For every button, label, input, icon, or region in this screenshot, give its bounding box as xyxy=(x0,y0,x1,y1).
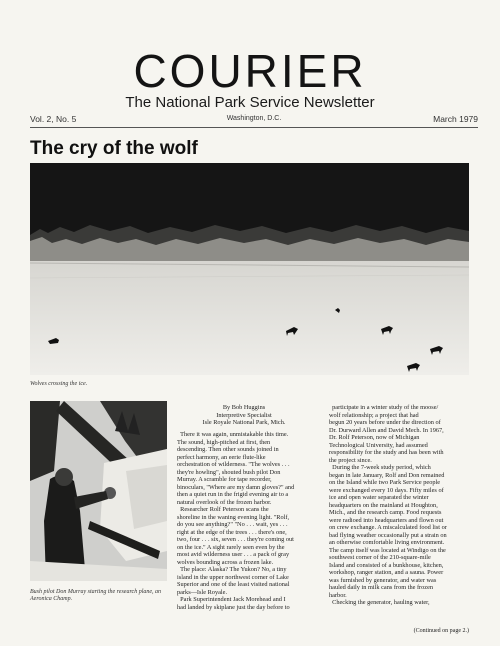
text-line: parks—Isle Royale. xyxy=(177,588,228,596)
text-line: The place: Alaska? The Yukon? No, a tiny xyxy=(177,566,287,573)
text-line: workshop, ranger station, and a sauna. Power xyxy=(329,569,444,576)
text-line: perfect harmony, an eerie flute-like xyxy=(177,453,266,461)
text-line: were exchanged every 10 days. Fifty miles of xyxy=(329,486,444,494)
byline xyxy=(175,404,313,427)
text-line: had landed by skiplane just the day before to xyxy=(177,603,290,611)
text-line: Technological University, had assumed xyxy=(329,441,428,449)
article-column-middle xyxy=(177,431,313,611)
article-paragraph xyxy=(177,566,313,596)
text-line: ice and open water separated the winter xyxy=(329,494,429,501)
text-line: The camp itself was located at Windigo on the xyxy=(329,546,446,554)
text-line: Murray. A scramble for tape recorder, xyxy=(177,476,272,483)
text-line: orchestration of wilderness. "The wolves . . . xyxy=(177,461,290,468)
text-line: Dr. Durward Allen and David Mech. In 1967, xyxy=(329,426,444,434)
issue-date: March 1979 xyxy=(433,114,478,124)
text-line: do you see anything?" "No . . . wait, yes . . . xyxy=(177,521,288,528)
issue-place: Washington, D.C. xyxy=(226,115,282,122)
text-line: There it was again, unmistakable this time. xyxy=(177,431,289,438)
text-line: Dr. Rolf Peterson, now of Michigan xyxy=(329,434,420,441)
text-line: then a quiet run in the frigid evening air to a xyxy=(177,491,289,498)
article-paragraph xyxy=(177,431,313,506)
text-line: bad flying weather occasionally put a strain on xyxy=(329,531,447,539)
byline-park: Isle Royale National Park, Mich. xyxy=(202,419,286,426)
wolves-photo xyxy=(30,163,469,375)
article-paragraph xyxy=(177,506,313,566)
text-line: natural overlook of the frozen harbor. xyxy=(177,498,272,506)
text-line: wolves bounding across a frozen lake. xyxy=(177,558,274,566)
text-line: Park Superintendent Jack Morehead and I xyxy=(177,596,286,603)
continued-note: (Continued on page 2.) xyxy=(413,628,469,634)
text-line: two, four . . . six, seven . . . they're coming out xyxy=(177,536,294,543)
text-line: most avid wilderness user . . . a pack of gray xyxy=(177,551,290,558)
text-line: Checking the generator, hauling water, xyxy=(329,599,430,606)
issue-volume: Vol. 2, No. 5 xyxy=(30,114,77,124)
text-line: began in late January, Rolf and Don remained xyxy=(329,471,445,479)
text-line: descending. Then other sounds joined in xyxy=(177,446,279,453)
text-line: responsibility for the study and has been with xyxy=(329,449,444,456)
text-line: Mich., and the research camp. Food requests xyxy=(329,509,442,516)
text-line: Researcher Rolf Peterson scans the xyxy=(177,506,269,513)
text-line: right at the edge of the trees . . . there's one, xyxy=(177,528,287,536)
text-line: on crew exchange. A miscalculated food list or xyxy=(329,524,447,531)
text-line: hauled daily in milk cans from the frozen xyxy=(329,584,434,591)
article-column-right xyxy=(329,404,465,607)
text-line: were radioed into headquarters and flown out xyxy=(329,516,444,524)
text-line: an otherwise comfortable living environment. xyxy=(329,539,445,546)
masthead-title: COURIER xyxy=(133,45,367,97)
text-line: the project since. xyxy=(329,456,372,464)
text-line: on the ice." A sight rarely seen even by the xyxy=(177,543,285,551)
text-line: southwest corner of the 210-square-mile xyxy=(329,554,431,561)
text-line: they're howling", shouted bush pilot Don xyxy=(177,468,281,476)
text-line: on the Island while two Park Service people xyxy=(329,479,441,486)
text-line: harbor. xyxy=(329,591,347,599)
text-line: During the 7-week study period, which xyxy=(329,464,431,471)
article-paragraph xyxy=(329,599,465,607)
text-line: wolf relationship; a project that had xyxy=(329,411,419,419)
bush-pilot-photo xyxy=(30,401,167,581)
text-line: The sound, high-pitched at first, then xyxy=(177,438,271,446)
byline-author: By Bob Huggins xyxy=(222,404,266,411)
text-line: Island and consisted of a bunkhouse, kitchen, xyxy=(329,561,444,569)
text-line: participate in a winter study of the moose/ xyxy=(329,404,439,411)
article-headline: The cry of the wolf xyxy=(30,138,198,159)
text-line: shoreline in the waning evening light. "Rolf, xyxy=(177,513,290,521)
article-paragraph xyxy=(329,404,465,464)
header-rule xyxy=(30,127,478,128)
photo-caption: Wolves crossing the ice. xyxy=(30,381,88,387)
masthead-subtitle: The National Park Service Newsletter xyxy=(125,94,375,111)
text-line: Superior and one of the least visited national xyxy=(177,581,290,588)
article-paragraph xyxy=(177,596,313,611)
text-line: begun 20 years before under the direction of xyxy=(329,419,441,426)
text-line: island in the upper northwest corner of Lake xyxy=(177,573,289,581)
text-line: binoculars, "Where are my damn gloves?" and xyxy=(177,483,295,491)
text-line: headquarters on the mainland at Houghton, xyxy=(329,501,438,509)
byline-title: Interpretive Specialist xyxy=(216,411,272,419)
issue-line xyxy=(30,114,478,126)
small-photo-caption: Bush pilot Don Murray starting the research plane, an Aeronica Champ. xyxy=(30,589,162,602)
text-line: was furnished by generator, and water was xyxy=(329,576,437,584)
article-paragraph xyxy=(329,464,465,599)
